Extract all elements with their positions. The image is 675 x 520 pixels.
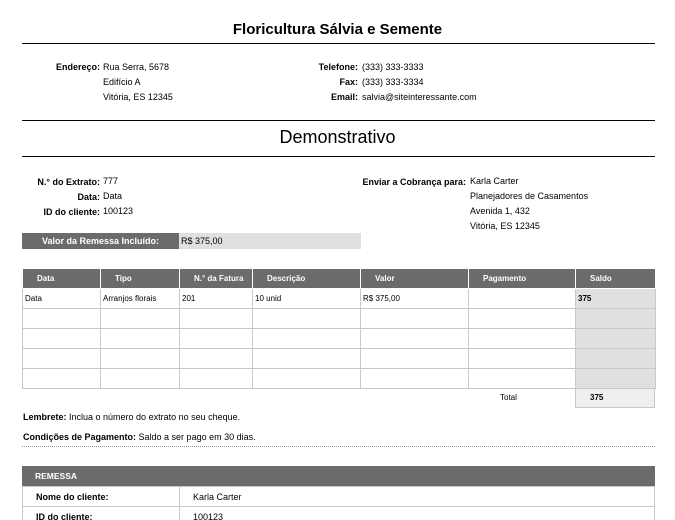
address-line-2: Edifício A <box>103 77 141 87</box>
divider-mid-top <box>22 120 655 121</box>
reminder-label: Lembrete: <box>23 412 67 422</box>
cell-payment[interactable] <box>469 289 576 309</box>
document-title: Demonstrativo <box>279 127 396 147</box>
statement-number: 777 <box>103 176 119 186</box>
col-header-amount: Valor <box>361 269 469 289</box>
statement-date: Data <box>103 191 123 201</box>
col-header-invoice: N.° da Fatura <box>180 269 253 289</box>
cell-balance[interactable] <box>576 329 656 349</box>
phone-label: Telefone: <box>318 62 358 72</box>
cell-payment[interactable] <box>469 369 576 389</box>
terms-label: Condições de Pagamento: <box>23 432 137 442</box>
table-row <box>23 289 656 309</box>
email-value: salvia@siteinteressante.com <box>362 92 477 102</box>
cell-description[interactable] <box>253 349 361 369</box>
cell-payment[interactable] <box>469 329 576 349</box>
fax-value: (333) 333-3334 <box>362 77 424 87</box>
cell-type[interactable]: Arranjos florais <box>101 289 180 309</box>
cut-line <box>22 446 655 447</box>
cell-description[interactable] <box>253 369 361 389</box>
cell-date[interactable]: Data <box>23 289 101 309</box>
col-header-balance: Saldo <box>576 269 656 289</box>
cell-balance[interactable] <box>576 349 656 369</box>
cell-date[interactable] <box>23 329 101 349</box>
bill-to-line-4: Vitória, ES 12345 <box>470 221 540 231</box>
items-table <box>22 268 656 389</box>
cell-amount[interactable] <box>361 349 469 369</box>
address-line-3: Vitória, ES 12345 <box>103 92 173 102</box>
divider-mid-bottom <box>22 156 655 157</box>
remittance-value[interactable]: 100123 <box>180 507 655 520</box>
address-label: Endereço: <box>55 62 100 72</box>
col-header-payment: Pagamento <box>469 269 576 289</box>
company-name: Floricultura Sálvia e Semente <box>232 21 443 38</box>
col-header-type: Tipo <box>101 269 180 289</box>
cell-amount[interactable] <box>361 329 469 349</box>
remittance-header: REMESSA <box>22 466 655 486</box>
reminder-note <box>23 412 240 422</box>
cell-type[interactable] <box>101 349 180 369</box>
cell-description[interactable] <box>253 329 361 349</box>
cell-invoice[interactable] <box>180 349 253 369</box>
cell-amount[interactable]: R$ 375,00 <box>361 289 469 309</box>
col-header-description: Descrição <box>253 269 361 289</box>
items-header-row <box>23 269 656 289</box>
total-value: 375 <box>575 388 655 408</box>
table-row <box>23 369 656 389</box>
cell-date[interactable] <box>23 349 101 369</box>
remittance-table <box>22 486 655 520</box>
payment-terms-note <box>23 432 256 442</box>
cell-balance[interactable]: 375 <box>576 289 656 309</box>
statement-date-label: Data: <box>77 192 100 202</box>
remittance-included-label: Valor da Remessa Incluído: <box>22 233 179 249</box>
bill-to-line-1: Karla Carter <box>470 176 519 186</box>
cell-type[interactable] <box>101 329 180 349</box>
terms-text: Saldo a ser pago em 30 dias. <box>136 432 256 442</box>
col-header-date: Data <box>23 269 101 289</box>
divider-top <box>22 43 655 44</box>
table-row <box>23 349 656 369</box>
total-label: Total <box>500 393 517 402</box>
remittance-included-value[interactable]: R$ 375,00 <box>179 233 361 249</box>
cell-balance[interactable] <box>576 369 656 389</box>
client-id: 100123 <box>103 206 134 216</box>
phone-value: (333) 333-3333 <box>362 62 424 72</box>
cell-type[interactable] <box>101 369 180 389</box>
cell-payment[interactable] <box>469 349 576 369</box>
cell-invoice[interactable] <box>180 329 253 349</box>
remittance-value[interactable]: Karla Carter <box>180 487 655 507</box>
fax-label: Fax: <box>339 77 358 87</box>
cell-date[interactable] <box>23 309 101 329</box>
address-line-1: Rua Serra, 5678 <box>103 62 170 72</box>
cell-invoice[interactable] <box>180 309 253 329</box>
cell-payment[interactable] <box>469 309 576 329</box>
cell-invoice[interactable] <box>180 369 253 389</box>
table-row <box>23 329 656 349</box>
table-row <box>23 487 655 507</box>
cell-date[interactable] <box>23 369 101 389</box>
bill-to-line-2: Planejadores de Casamentos <box>470 191 589 201</box>
table-row <box>23 309 656 329</box>
email-label: Email: <box>330 92 358 102</box>
cell-description[interactable] <box>253 309 361 329</box>
cell-invoice[interactable]: 201 <box>180 289 253 309</box>
client-id-label: ID do cliente: <box>43 207 100 217</box>
cell-amount[interactable] <box>361 369 469 389</box>
cell-description[interactable]: 10 unid <box>253 289 361 309</box>
cell-balance[interactable] <box>576 309 656 329</box>
cell-type[interactable] <box>101 309 180 329</box>
table-row <box>23 507 655 520</box>
bill-to-label: Enviar a Cobrança para: <box>362 177 466 187</box>
reminder-text: Inclua o número do extrato no seu cheque. <box>66 412 241 422</box>
statement-number-label: N.° do Extrato: <box>37 177 100 187</box>
cell-amount[interactable] <box>361 309 469 329</box>
remittance-key: ID do cliente: <box>23 507 180 520</box>
remittance-key: Nome do cliente: <box>23 487 180 507</box>
bill-to-line-3: Avenida 1, 432 <box>470 206 530 216</box>
